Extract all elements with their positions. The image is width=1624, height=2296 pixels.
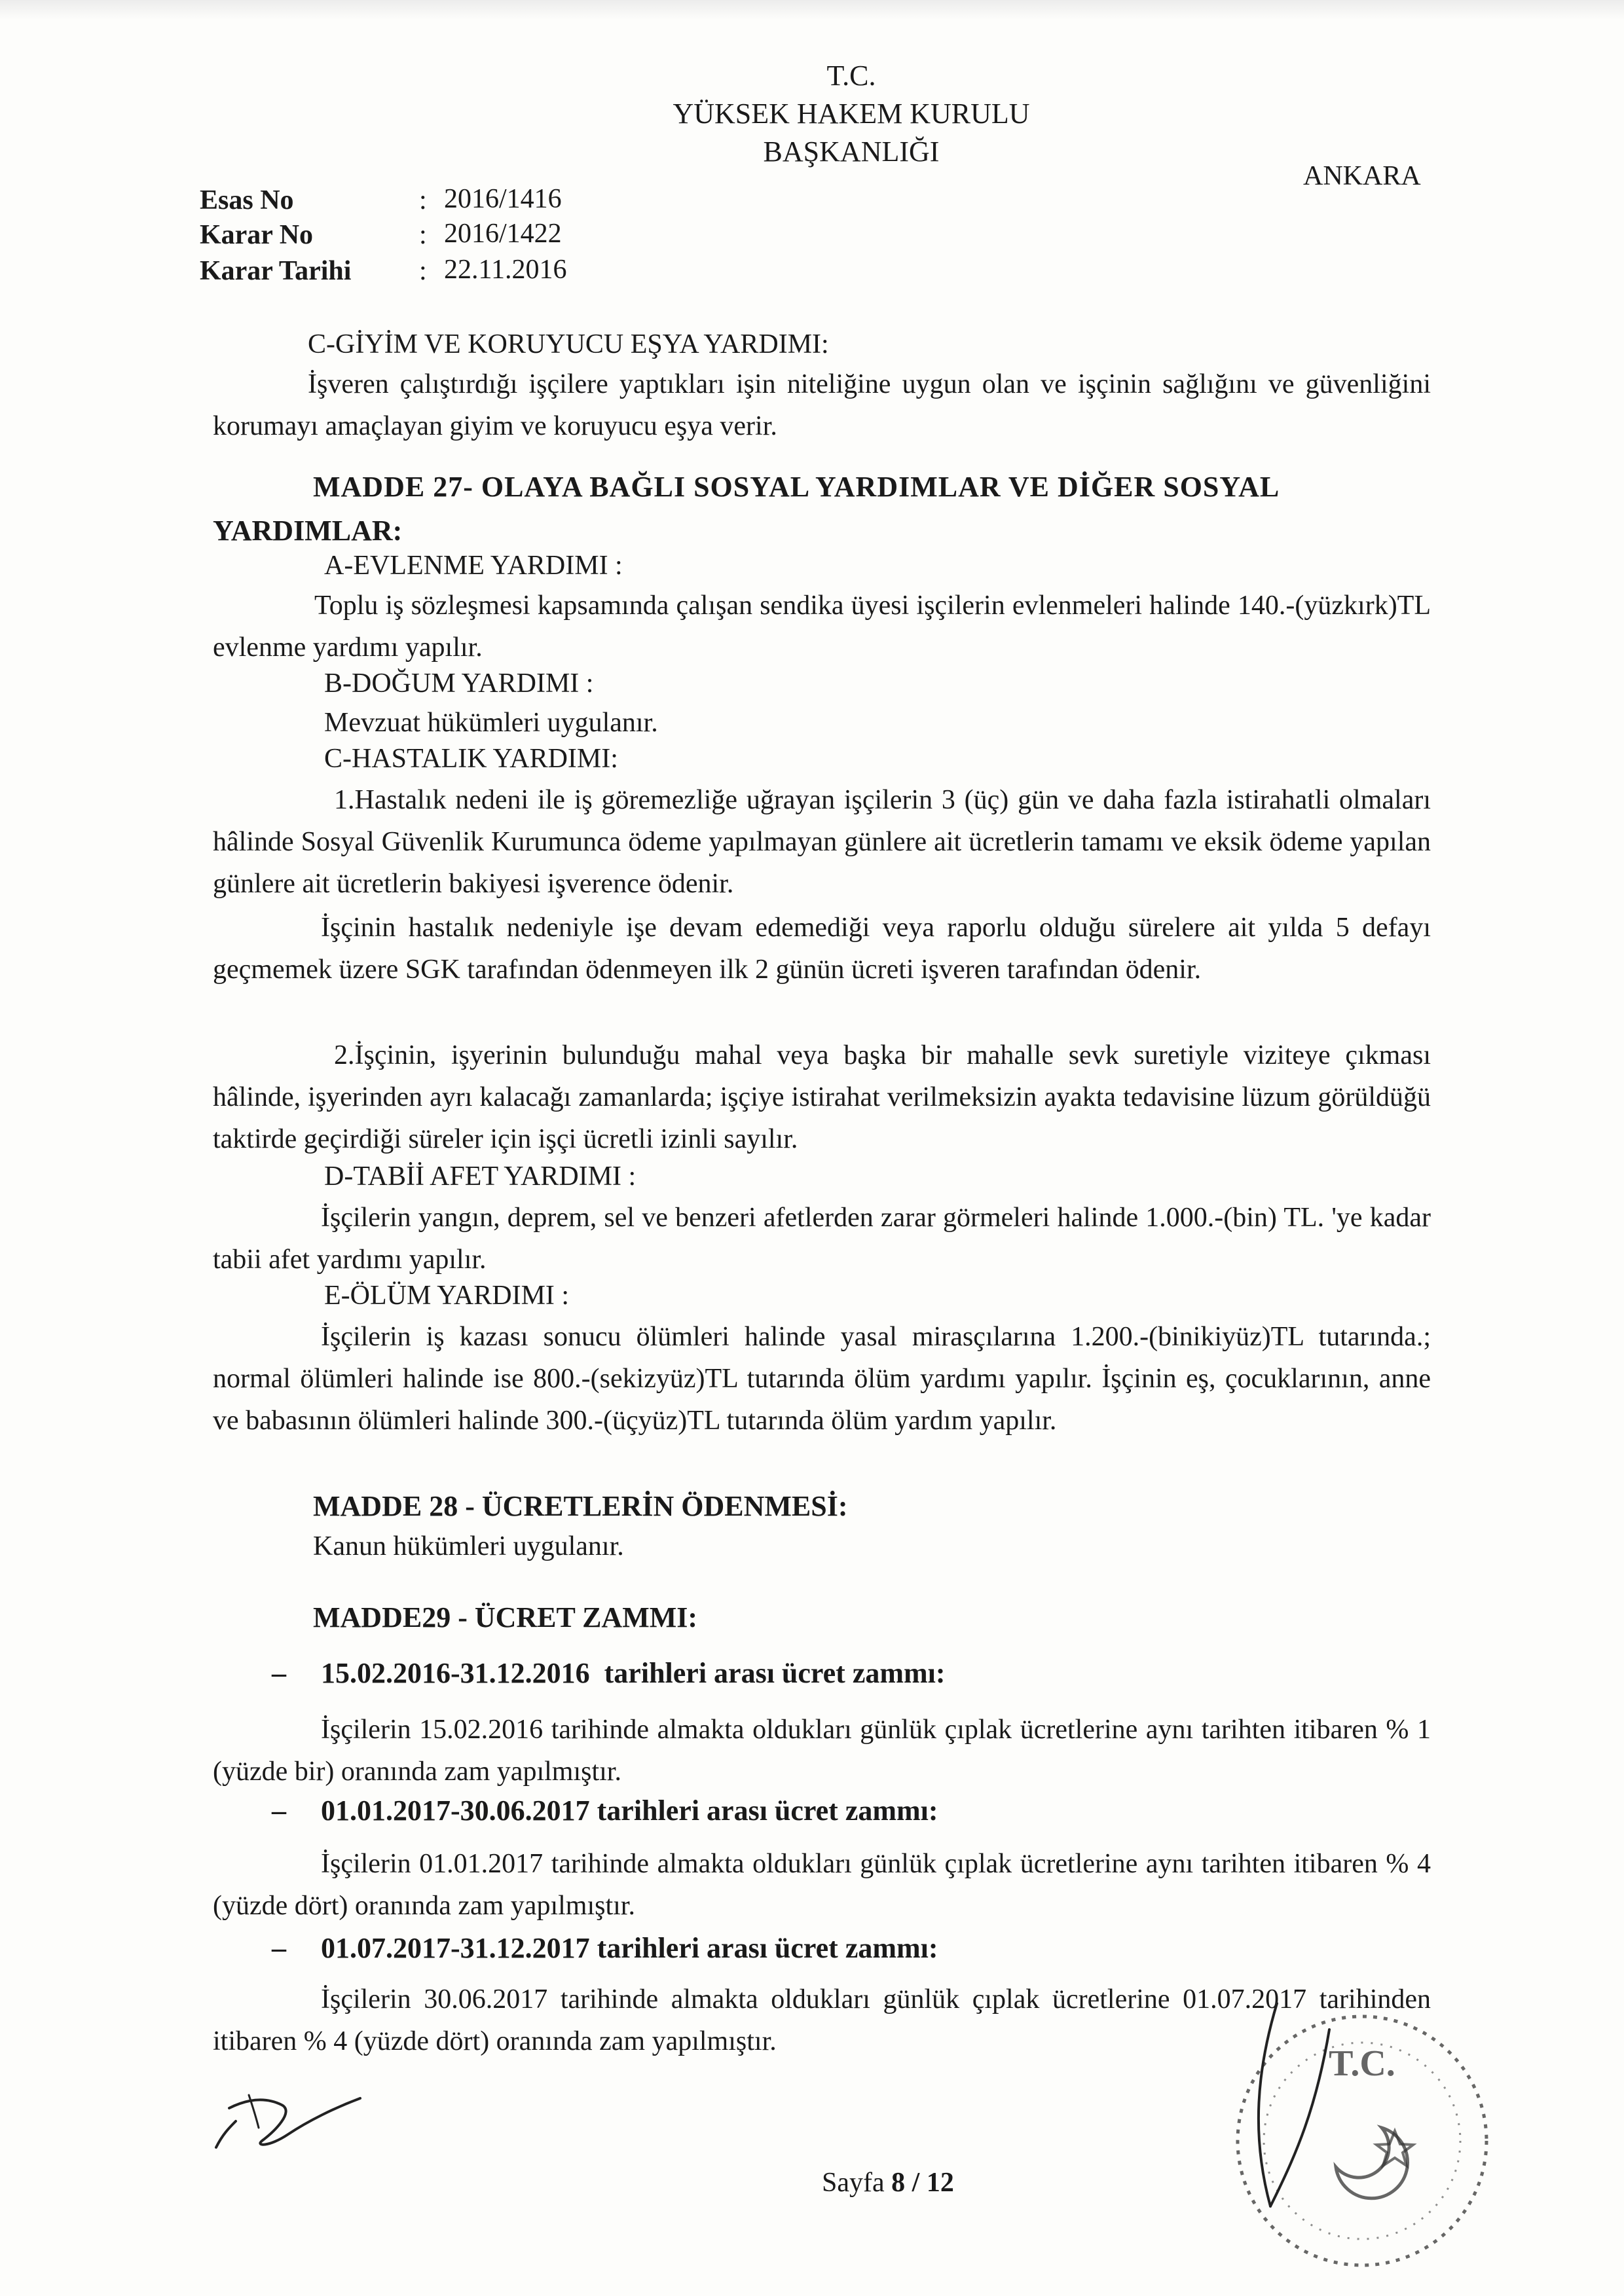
meta-label-karar: Karar No: [200, 220, 314, 250]
page-number: [822, 2167, 954, 2198]
madde28-title: MADDE 28 - ÜCRETLERİN ÖDENMESİ:: [313, 1490, 848, 1522]
period-3-range: 01.07.2017-31.12.2017: [321, 1932, 590, 1964]
signature-icon: [203, 2069, 373, 2167]
page-current: 8: [891, 2168, 906, 2198]
disaster-text: İşçilerin yangın, deprem, sel ve benzeri afetlerden zarar görmeleri halinde 1.000.-(bin) TL. 'ye kadar tabii afet yardımı yapılır.: [213, 1203, 1431, 1275]
period-1-heading: [321, 1656, 946, 1690]
madde28-text: Kanun hükümleri uygulanır.: [313, 1531, 624, 1561]
illness-heading: C-HASTALIK YARDIMI:: [324, 744, 618, 774]
period-1-label: tarihleri arası ücret zammı:: [604, 1657, 946, 1689]
period-3-dash: –: [272, 1932, 286, 1964]
marriage-text: Toplu iş sözleşmesi kapsamında çalışan sendika üyesi işçilerin evlenmeleri halinde 140.-(yüzkırk)TL evlenme yardımı yapılır.: [213, 591, 1431, 663]
header-institution: YÜKSEK HAKEM KURULU: [673, 98, 1030, 130]
meta-label-esas: Esas No: [200, 185, 294, 215]
period-3-text: İşçilerin 30.06.2017 tarihinde almakta oldukları günlük çıplak ücretlerine 01.07.2017 tarihinden itibaren % 4 (yüzde dört) oranında zam yapılmıştır.: [213, 1984, 1431, 2056]
page-separator: /: [912, 2168, 920, 2198]
period-3-label: tarihleri arası ücret zammı:: [597, 1932, 938, 1964]
death-heading: E-ÖLÜM YARDIMI :: [324, 1281, 570, 1311]
madde27-title-line2: YARDIMLAR:: [213, 515, 403, 547]
illness-text-2: İşçinin hastalık nedeniyle işe devam edemediği veya raporlu olduğu sürelere ait yılda 5 defayı geçmemek üzere SGK tarafından ödenmeyen ilk 2 günün ücreti işveren tarafından ödenir.: [213, 913, 1431, 985]
period-1-dash: –: [272, 1657, 286, 1689]
illness-text-3: 2.İşçinin, işyerinin bulunduğu mahal veya başka bir mahalle sevk suretiyle viziteye çıkması hâlinde, işyerinden ayrı kalacağı zamanlarda; işçiye istirahat verilmeksizin ayakta tedavisine lüzum görüldüğü taktirde geçirdiği süreler için işçi ücretli izinli sayılır.: [213, 1040, 1431, 1154]
meta-value-esas: 2016/1416: [444, 184, 562, 214]
period-1-text: İşçilerin 15.02.2016 tarihinde almakta oldukları günlük çıplak ücretlerine aynı tarihten itibaren % 1 (yüzde bir) oranında zam yapılmıştır.: [213, 1715, 1431, 1787]
header-city: ANKARA: [1303, 161, 1421, 191]
page-total: 12: [926, 2168, 954, 2198]
meta-sep-esas: :: [419, 185, 427, 215]
illness-text-1: 1.Hastalık nedeni ile iş göremezliğe uğrayan işçilerin 3 (üç) gün ve daha fazla istirahatli olmaları hâlinde Sosyal Güvenlik Kurumunca ödeme yapılmayan günlere ait ücretlerin tamamı ve eksik ödeme yapılan günlere ait ücretlerin bakiyesi işverence ödenir.: [213, 785, 1431, 899]
seal-text: T.C.: [1329, 2043, 1395, 2084]
page-prefix: Sayfa: [822, 2168, 885, 2198]
period-2-dash: –: [272, 1795, 286, 1827]
meta-label-tarih: Karar Tarihi: [200, 256, 352, 286]
period-1-range: 15.02.2016-31.12.2016: [321, 1657, 590, 1689]
madde29-title: MADDE29 - ÜCRET ZAMMI:: [313, 1601, 698, 1633]
clothing-heading: C-GİYİM VE KORUYUCU EŞYA YARDIMI:: [308, 329, 829, 359]
disaster-heading: D-TABİİ AFET YARDIMI :: [324, 1161, 637, 1192]
birth-text: Mevzuat hükümleri uygulanır.: [324, 708, 658, 738]
meta-value-karar: 2016/1422: [444, 219, 562, 249]
period-2-range: 01.01.2017-30.06.2017: [321, 1795, 590, 1827]
clothing-text: İşveren çalıştırdığı işçilere yaptıkları işin niteliğine uygun olan ve işçinin sağlığını ve güvenliğini korumayı amaçlayan giyim ve koruyucu eşya verir.: [213, 369, 1431, 441]
marriage-heading: A-EVLENME YARDIMI :: [324, 551, 623, 581]
death-text: İşçilerin iş kazası sonucu ölümleri halinde yasal mirasçılarına 1.200.-(binikiyüz)TL tutarında.; normal ölümleri halinde ise 800.-(sekizyüz)TL tutarında ölüm yardımı yapılır. İşçinin eş, çocuklarının, anne ve babasının ölümleri halinde 300.-(üçyüz)TL tutarında ölüm yardım yapılır.: [213, 1322, 1431, 1436]
header-presidency: BAŞKANLIĞI: [763, 136, 940, 168]
birth-heading: B-DOĞUM YARDIMI :: [324, 668, 594, 699]
meta-value-tarih: 22.11.2016: [444, 255, 567, 285]
period-2-text: İşçilerin 01.01.2017 tarihinde almakta oldukları günlük çıplak ücretlerine aynı tarihten itibaren % 4 (yüzde dört) oranında zam yapılmıştır.: [213, 1849, 1431, 1921]
madde27-title-line1: MADDE 27- OLAYA BAĞLI SOSYAL YARDIMLAR VE DİĞER SOSYAL: [313, 471, 1280, 503]
official-seal-stamp-icon: [1218, 1990, 1506, 2278]
meta-sep-karar: :: [419, 220, 427, 250]
period-2-label: tarihleri arası ücret zammı:: [597, 1795, 938, 1827]
meta-sep-tarih: :: [419, 256, 427, 286]
period-2-heading: [321, 1794, 938, 1827]
header-tc: T.C.: [826, 60, 876, 92]
period-3-heading: [321, 1931, 938, 1965]
scan-edge-shadow: [0, 0, 1624, 20]
